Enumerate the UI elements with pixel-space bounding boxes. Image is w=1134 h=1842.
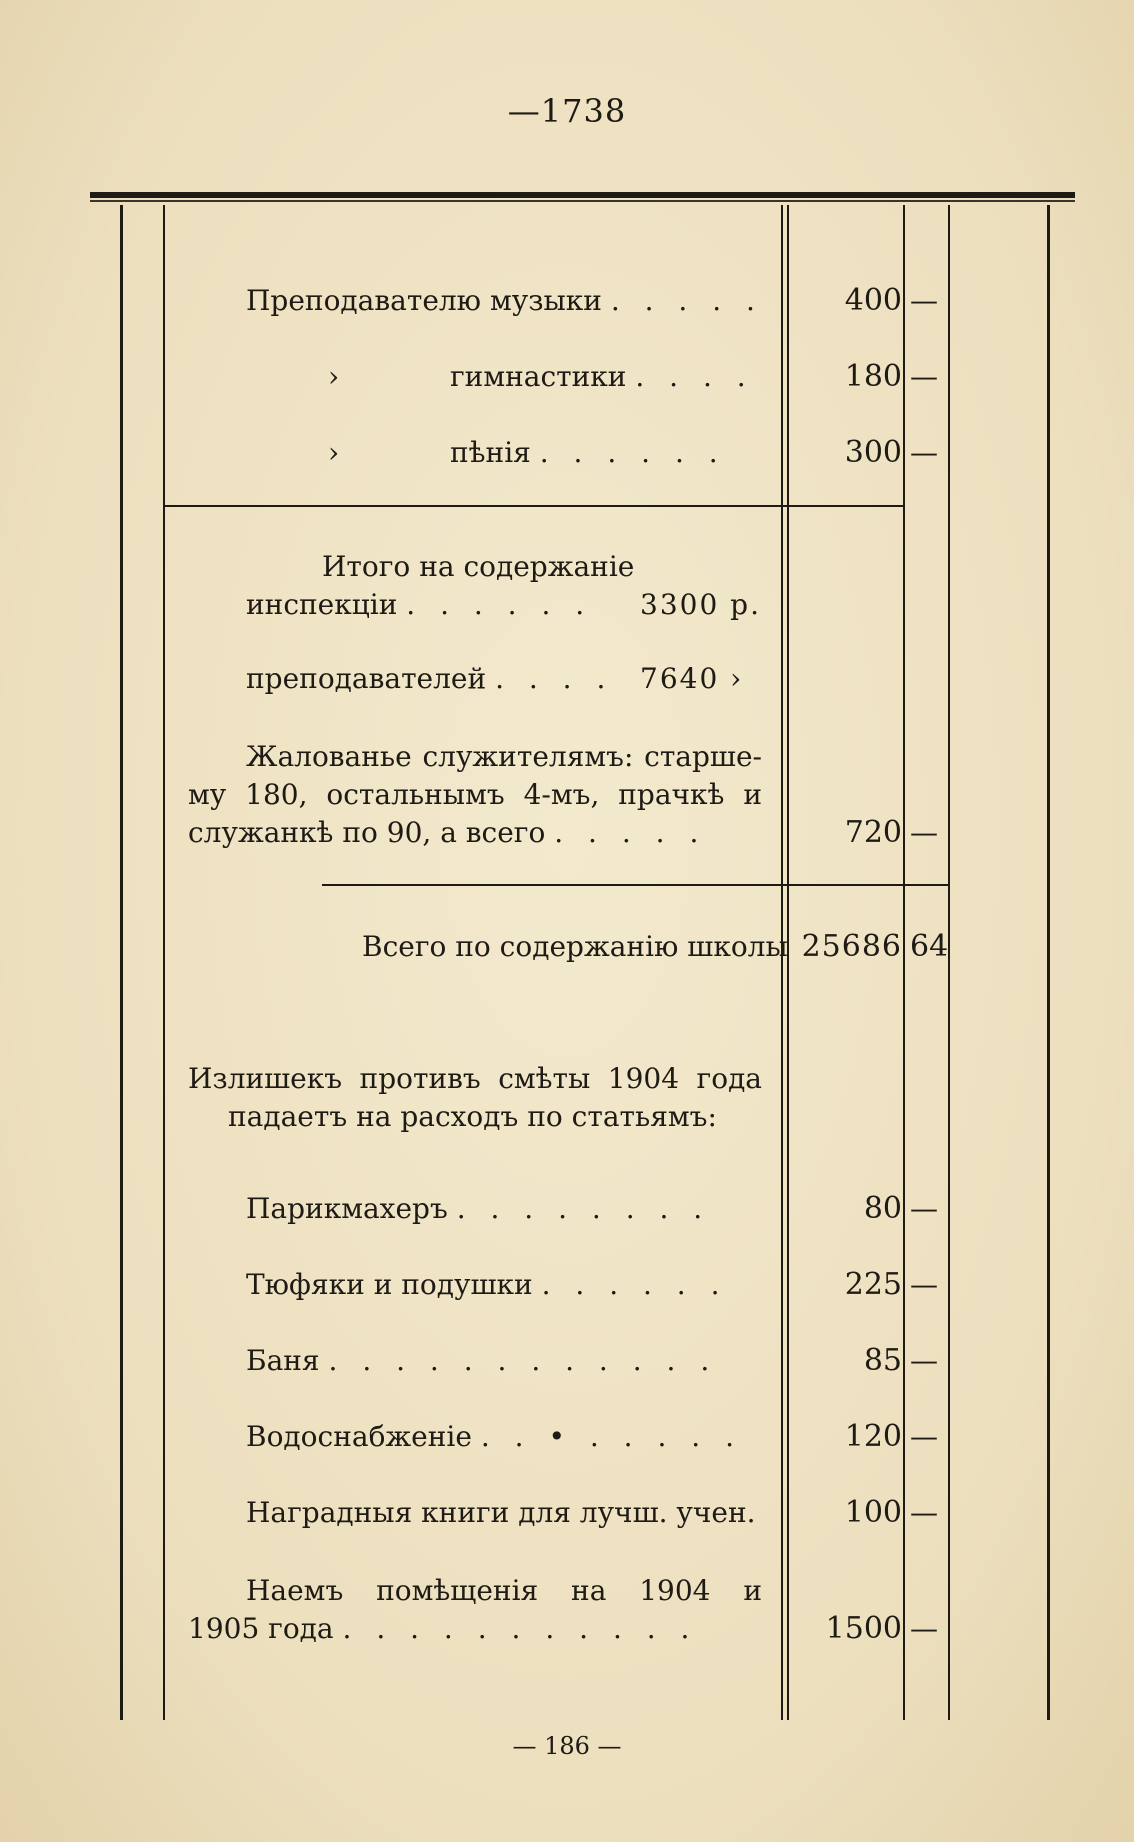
salary-kop: — — [910, 816, 938, 849]
row-singing-kop: — — [910, 436, 938, 469]
rent-kop: — — [910, 1612, 938, 1645]
salary-amount: 720 — [844, 815, 902, 850]
page-number-top: —1738 — [507, 92, 627, 130]
item-barber-amount: 80 — [863, 1191, 902, 1226]
item-barber-label: Парикмахеръ . . . . . . . . — [246, 1192, 711, 1225]
total-kop: 64 — [910, 929, 949, 964]
itogo-teachers-label: преподавателей . . . . — [246, 662, 614, 695]
item-books-label: Наградныя книги для лучш. учен. — [246, 1496, 756, 1529]
top-rule-thin — [90, 200, 1075, 202]
item-water-kop: — — [910, 1420, 938, 1453]
item-mattress-kop: — — [910, 1268, 938, 1301]
top-rule — [90, 192, 1075, 198]
kop-column-left — [903, 205, 905, 1720]
row-music-kop: — — [910, 284, 938, 317]
itogo-inspection-value: 3300 р. — [640, 588, 761, 621]
left-border-outer — [120, 205, 123, 1720]
item-bath-amount: 85 — [863, 1343, 902, 1378]
item-water-label: Водоснабженіе . . • . . . . . — [246, 1420, 742, 1453]
rule-after-teachers — [163, 505, 903, 507]
total-amount: 25686 — [801, 929, 902, 964]
left-border-inner — [163, 205, 165, 1720]
item-barber-kop: — — [910, 1192, 938, 1225]
row-music-label: Преподавателю музыки . . . . . — [246, 284, 763, 317]
row-gym-prefix: › — [328, 360, 340, 393]
item-mattress-amount: 225 — [844, 1267, 902, 1302]
surplus-line1: Излишекъ противъ смѣты 1904 года — [188, 1062, 762, 1095]
row-gym-label: гимнастики . . . . — [450, 360, 754, 393]
row-music-amount: 400 — [844, 283, 902, 318]
row-singing-amount: 300 — [844, 435, 902, 470]
item-mattress-label: Тюфяки и подушки . . . . . . — [246, 1268, 728, 1301]
rent-line1: Наемъ помѣщенія на 1904 и — [246, 1574, 762, 1607]
salary-line3: служанкѣ по 90, а всего . . . . . — [188, 816, 707, 849]
surplus-line2: падаетъ на расходъ по статьямъ: — [228, 1100, 717, 1133]
salary-line1: Жалованье служителямъ: старше- — [246, 740, 762, 773]
right-border — [1047, 205, 1050, 1720]
salary-line2: му 180, остальнымъ 4-мъ, прачкѣ и — [188, 778, 762, 811]
rent-amount: 1500 — [825, 1611, 902, 1646]
itogo-teachers-value: 7640 › — [640, 662, 744, 695]
item-books-kop: — — [910, 1496, 938, 1529]
row-gym-kop: — — [910, 360, 938, 393]
row-singing-prefix: › — [328, 436, 340, 469]
item-books-amount: 100 — [844, 1495, 902, 1530]
row-singing-label: пѣнія . . . . . . — [450, 436, 726, 469]
row-gym-amount: 180 — [844, 359, 902, 394]
item-bath-label: Баня . . . . . . . . . . . . — [246, 1344, 718, 1377]
rent-line2: 1905 года . . . . . . . . . . . — [188, 1612, 698, 1645]
rule-before-total — [322, 884, 949, 886]
itogo-line1: Итого на содержаніе — [322, 550, 635, 583]
itogo-inspection-label: инспекціи . . . . . . — [246, 588, 593, 621]
kop-column-right — [948, 205, 950, 1720]
item-water-amount: 120 — [844, 1419, 902, 1454]
page-number-bottom: — 186 — — [512, 1732, 622, 1760]
item-bath-kop: — — [910, 1344, 938, 1377]
total-label: Всего по содержанію школы — [362, 930, 788, 963]
